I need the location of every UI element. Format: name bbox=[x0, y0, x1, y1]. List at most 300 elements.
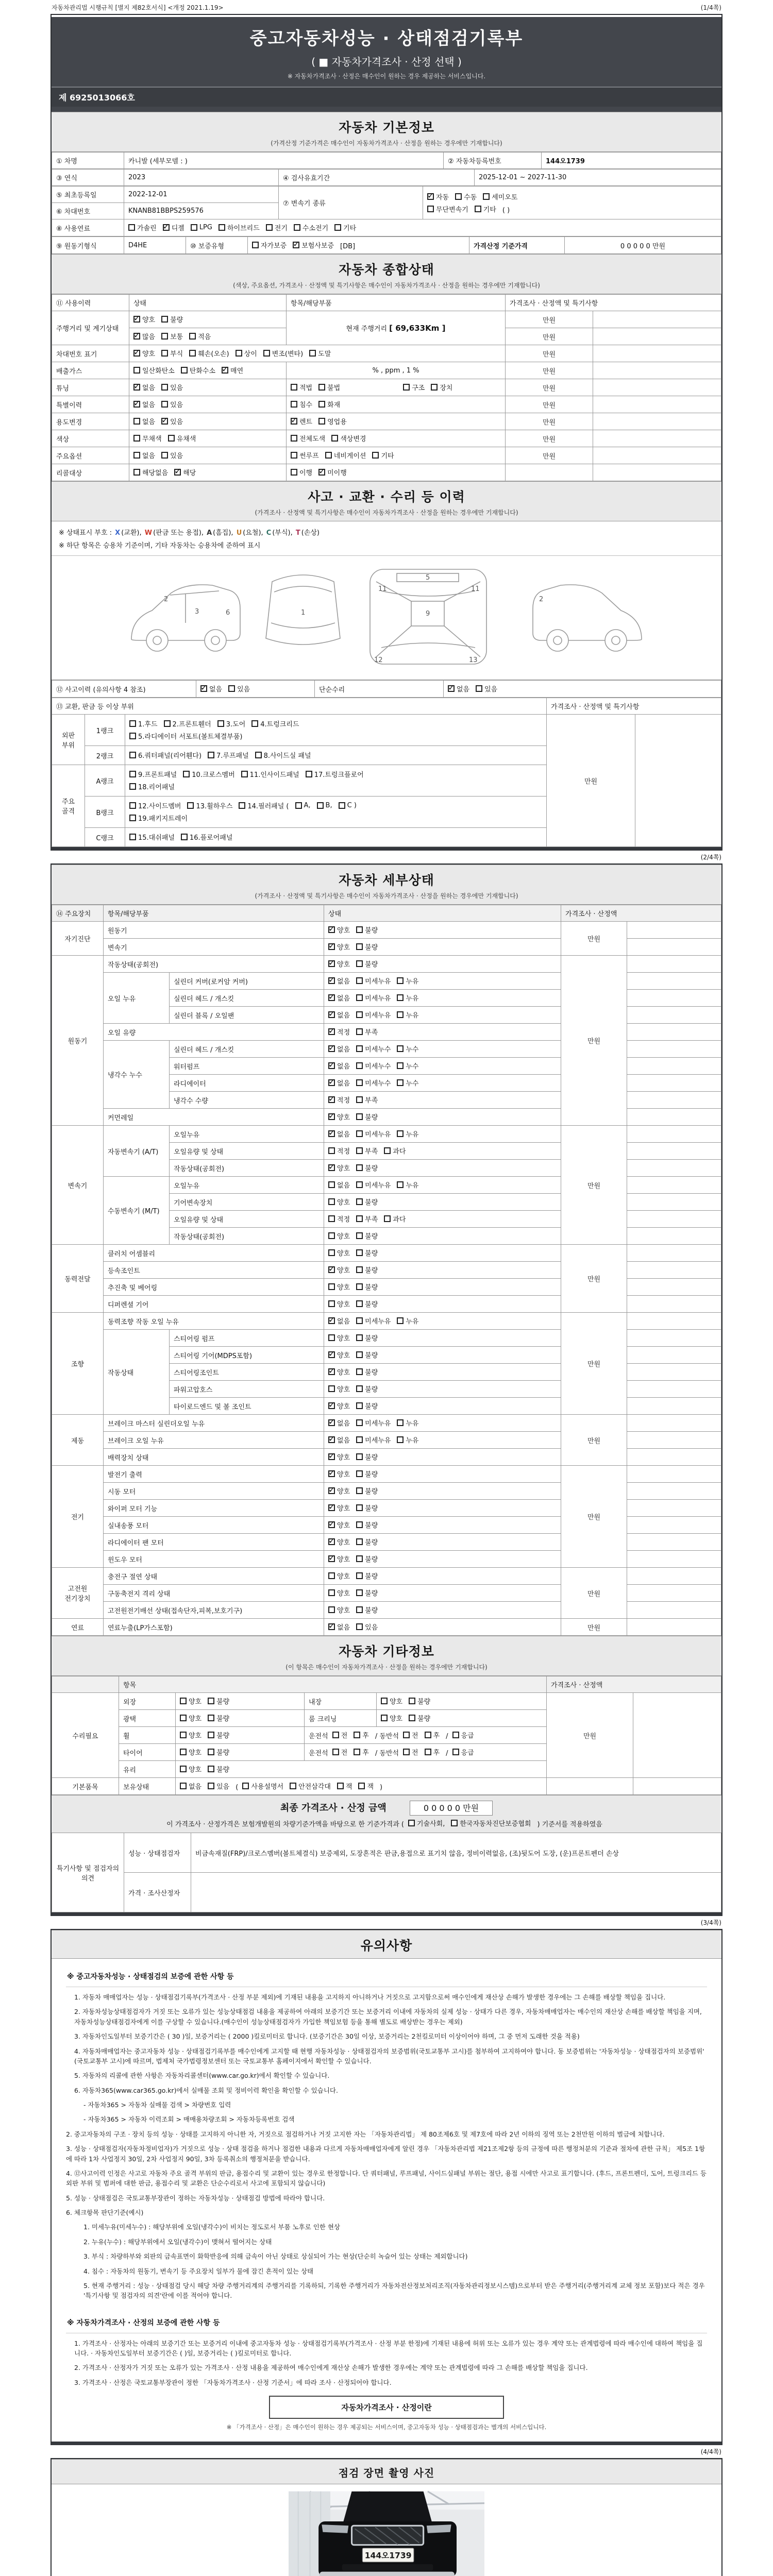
item-label: 오일 유량 bbox=[104, 1024, 324, 1041]
rank-parts bbox=[125, 796, 547, 828]
checked-box-icon bbox=[133, 333, 140, 340]
svg-text:11: 11 bbox=[471, 585, 480, 593]
unchecked-box-icon bbox=[252, 242, 259, 248]
unchecked-box-icon bbox=[356, 1045, 363, 1052]
status-options bbox=[324, 1143, 561, 1160]
wheel-options bbox=[176, 1727, 305, 1744]
checkbox-불량 bbox=[208, 1730, 229, 1740]
status-options bbox=[324, 1075, 561, 1092]
checkbox-없음 bbox=[328, 1418, 350, 1428]
checkbox-3.도어 bbox=[217, 719, 246, 728]
checkbox-label: 18.리어패널 bbox=[138, 784, 175, 791]
checkbox-적정 bbox=[328, 1214, 350, 1224]
checkbox-label: 7.루프패널 bbox=[216, 752, 249, 760]
notice-paragraph: - 자동차365 > 자동차 이력조회 > 매매용차량조회 > 자동차등록번호 검색 bbox=[83, 2115, 295, 2124]
checkbox-label: 많음 bbox=[142, 333, 156, 341]
checkbox-label: 불량 bbox=[365, 1301, 378, 1309]
notice-paragraph: 3. 부식 : 차량하부와 외판의 금속표면이 화학반응에 의해 금속이 아닌 상태로 상실되어 가는 현상(단순히 녹슬어 있는 상태는 제외합니다) bbox=[83, 2252, 468, 2261]
page-marker-2: (2/4쪽) bbox=[700, 854, 721, 861]
checked-box-icon bbox=[163, 224, 170, 231]
checkbox-불량 bbox=[208, 1696, 229, 1706]
status-options bbox=[324, 1347, 561, 1364]
checkbox-label: 없음 bbox=[337, 1437, 350, 1445]
checkbox-사용설명서 bbox=[242, 1781, 283, 1791]
checkbox-양호 bbox=[328, 1469, 350, 1479]
checkbox-없음 bbox=[328, 1622, 350, 1632]
checkbox-양호 bbox=[328, 1588, 350, 1598]
unchecked-box-icon bbox=[161, 316, 168, 323]
exchange-area-table bbox=[52, 698, 721, 847]
wheel-position-options bbox=[305, 1727, 547, 1744]
option-text: ( ) bbox=[502, 206, 510, 214]
checkbox-디젤 bbox=[163, 223, 184, 232]
notice-s1-list bbox=[74, 1992, 707, 2095]
checkbox-양호 bbox=[180, 1713, 201, 1723]
checkbox-label: 응급 bbox=[461, 1732, 474, 1740]
note-cell bbox=[593, 396, 721, 413]
checkbox-label: 무단변속기 bbox=[436, 206, 468, 214]
status-options bbox=[324, 1279, 561, 1296]
exterior-label: 외장 bbox=[119, 1693, 176, 1710]
notice-paragraph: 5. 성능 · 상태점검은 국토교통부장관이 정하는 자동차성능 · 상태점검 방법에 따라야 합니다. bbox=[66, 2194, 325, 2202]
price-cell: 만원 bbox=[506, 413, 593, 430]
checkbox-양호 bbox=[328, 959, 350, 969]
unchecked-box-icon bbox=[332, 1749, 339, 1755]
unchecked-box-icon bbox=[328, 1300, 335, 1307]
note-cell bbox=[627, 1109, 721, 1126]
notice-paragraph: 4. 침수 : 자동차의 원동기, 변속기 등 주요장치 일부가 물에 잠긴 흔적이 있는 상태 bbox=[83, 2267, 314, 2275]
car-name-value: 카니발 (세부모델 : ) bbox=[124, 152, 444, 169]
unchecked-box-icon bbox=[356, 977, 363, 984]
current-mileage-value: [ 69,633Km ] bbox=[389, 324, 446, 333]
note-cell bbox=[627, 1381, 721, 1398]
unchecked-box-icon bbox=[208, 1766, 214, 1772]
basic-items-label: 기본품목 bbox=[52, 1778, 119, 1795]
checkbox-후 bbox=[425, 1747, 440, 1757]
checkbox-잭 bbox=[337, 1781, 352, 1791]
checkbox-label: 하이브리드 bbox=[227, 225, 260, 232]
checkbox-label: 없음 bbox=[142, 401, 156, 409]
checkbox-불량 bbox=[356, 1350, 378, 1360]
checkbox-7.루프패널 bbox=[208, 750, 249, 760]
service-note: ※ 자동차가격조사 · 산정은 매수인이 원하는 경우 제공하는 서비스입니다. bbox=[287, 73, 486, 80]
checkbox-label: 불량 bbox=[365, 944, 378, 952]
item-label: 등속조인트 bbox=[104, 1262, 324, 1279]
item-label: 연료누출(LP가스포함) bbox=[104, 1619, 324, 1636]
basic-info-table-2 bbox=[52, 169, 721, 186]
status-options bbox=[324, 1262, 561, 1279]
checkbox-가솔린 bbox=[128, 223, 157, 232]
status-symbol-label: (손상) bbox=[301, 529, 320, 537]
checked-box-icon bbox=[328, 1487, 335, 1494]
unchecked-box-icon bbox=[356, 1283, 363, 1290]
unchecked-box-icon bbox=[328, 1572, 335, 1579]
checkbox-누유 bbox=[397, 1435, 418, 1445]
unchecked-box-icon bbox=[397, 994, 404, 1001]
basic-info-table bbox=[52, 152, 721, 169]
interior-options bbox=[377, 1693, 547, 1710]
checkbox-미이행 bbox=[318, 467, 347, 477]
checkbox-label: 양호 bbox=[337, 1250, 350, 1258]
checkbox-자동 bbox=[427, 192, 449, 201]
note-cell bbox=[627, 1126, 721, 1143]
checkbox-label: 수소전기 bbox=[302, 225, 329, 232]
checkbox-불량 bbox=[356, 1197, 378, 1207]
unchecked-box-icon bbox=[228, 685, 235, 692]
sub-group-label: 수동변속기 (M/T) bbox=[104, 1177, 170, 1245]
checkbox-불량 bbox=[356, 959, 378, 969]
checkbox-label: 양호 bbox=[337, 1199, 350, 1207]
notice-paragraph: 3. 성능 · 상태점검자(자동차정비업자)가 거짓으로 성능 · 상태 점검을 하거나 점검한 내용과 다르게 자동차매매업자에게 알린 경우 「자동차관리법 제21조제2항 등의 규정에 따른 행정처분의 기준과 절차에 관한 규칙」 제5조 1항에 따라 1차 사업정지 30일, 2차 사업정지 90일, 3차 등록취소의 행정처분을 받습니다. bbox=[66, 2145, 705, 2163]
first-reg-value: 2022-12-01 bbox=[124, 187, 279, 203]
checkbox-해당없음 bbox=[133, 467, 168, 477]
svg-text:6: 6 bbox=[226, 609, 230, 617]
checkbox-label: 양호 bbox=[337, 1454, 350, 1462]
status-options bbox=[324, 1619, 561, 1636]
simple-repair-label: 단순수리 bbox=[315, 681, 444, 698]
checkbox-label: 불법 bbox=[327, 384, 341, 392]
unchecked-box-icon bbox=[328, 1385, 335, 1392]
checkbox-label: 디젤 bbox=[171, 225, 184, 232]
unchecked-box-icon bbox=[356, 1504, 363, 1511]
checkbox-양호 bbox=[180, 1764, 201, 1774]
page-4 bbox=[51, 2458, 722, 2576]
checkbox-2.프론트휀더 bbox=[164, 719, 211, 728]
note-cell bbox=[627, 1245, 721, 1262]
notice-paragraph: 6. 체크항목 판단기준(예시) bbox=[66, 2209, 144, 2216]
car-damage-diagram bbox=[52, 556, 721, 680]
engine-type-label: ⑨ 원동기형식 bbox=[52, 237, 124, 254]
unchecked-box-icon bbox=[208, 1783, 214, 1789]
state-head: 상태 bbox=[324, 905, 561, 922]
option-text: [DB] bbox=[340, 243, 356, 250]
polish-options bbox=[176, 1710, 305, 1727]
holding-state-label: 보유상태 bbox=[119, 1778, 176, 1795]
checkbox-label: 양호 bbox=[337, 1403, 350, 1411]
note-cell bbox=[627, 973, 721, 990]
checkbox-label: 누유 bbox=[406, 1012, 419, 1020]
unchecked-box-icon bbox=[356, 1232, 363, 1239]
price-cell: 만원 bbox=[547, 1693, 633, 1778]
final-price-label: 최종 가격조사 · 산정 금액 bbox=[280, 1803, 386, 1814]
unchecked-box-icon bbox=[451, 1820, 458, 1826]
status-options bbox=[324, 1041, 561, 1058]
checkbox-label: 불량 bbox=[365, 927, 378, 935]
rank-parts bbox=[125, 715, 547, 746]
checkbox-없음 bbox=[328, 976, 350, 986]
section-accident-header bbox=[52, 481, 721, 521]
checkbox-19.패키지트레이 bbox=[129, 813, 188, 823]
checkbox-하이브리드 bbox=[219, 223, 260, 232]
unchecked-box-icon bbox=[328, 1181, 335, 1188]
status-options bbox=[324, 1313, 561, 1330]
unchecked-box-icon bbox=[133, 435, 140, 442]
checkbox-label: 양호 bbox=[337, 944, 350, 952]
checkbox-불량 bbox=[356, 925, 378, 935]
transmission-options-line2 bbox=[427, 203, 717, 215]
option-text: 이 가격조사 · 산정가격은 보험개발원의 차량기준가액을 바탕으로 한 기준가격과 ( bbox=[166, 1821, 404, 1828]
checked-box-icon bbox=[448, 685, 455, 692]
checkbox-label: 해당 bbox=[183, 469, 196, 477]
page-marker-1: (1/4쪽) bbox=[700, 4, 721, 11]
checkbox-label: 양호 bbox=[337, 1165, 350, 1173]
checkbox-불량 bbox=[356, 1163, 378, 1173]
rank-parts-line bbox=[129, 718, 542, 730]
note-cell bbox=[593, 311, 721, 328]
checkbox-없음 bbox=[328, 993, 350, 1003]
unchecked-box-icon bbox=[161, 350, 168, 357]
checkbox-기술사회, bbox=[408, 1818, 445, 1828]
unchecked-box-icon bbox=[219, 224, 225, 231]
checkbox-label: 렌트 bbox=[299, 418, 313, 426]
checkbox-수동 bbox=[455, 192, 477, 201]
polish-label: 광택 bbox=[119, 1710, 176, 1727]
unchecked-box-icon bbox=[356, 1028, 363, 1035]
checkbox-label: 전 bbox=[341, 1732, 348, 1740]
checkbox-4.트렁크리드 bbox=[251, 719, 299, 728]
checkbox-양호 bbox=[328, 925, 350, 935]
note-cell bbox=[627, 1313, 721, 1330]
checkbox-label: 불량 bbox=[365, 1590, 378, 1598]
checkbox-label: 네비게이션 bbox=[333, 452, 366, 460]
unchecked-box-icon bbox=[476, 685, 482, 692]
item-label: 스티어링조인트 bbox=[170, 1364, 324, 1381]
wheel-label: 휠 bbox=[119, 1727, 176, 1744]
checkbox-미세누유 bbox=[356, 1435, 391, 1445]
unchecked-box-icon bbox=[356, 1470, 363, 1477]
svg-text:13: 13 bbox=[469, 656, 478, 664]
checkbox-label: 적법 bbox=[299, 384, 313, 392]
checkbox-label: 양호 bbox=[337, 1335, 350, 1343]
checkbox-후 bbox=[354, 1747, 369, 1757]
unchecked-box-icon bbox=[129, 834, 136, 840]
checkbox-불량 bbox=[356, 1282, 378, 1292]
unchecked-box-icon bbox=[208, 1732, 214, 1738]
checkbox-label: 불량 bbox=[365, 1352, 378, 1360]
unchecked-box-icon bbox=[208, 1749, 214, 1755]
item-label: 동력조향 작동 오일 누유 bbox=[104, 1313, 324, 1330]
checkbox-label: 전체도색 bbox=[299, 435, 326, 443]
section-overall-header bbox=[52, 254, 721, 294]
unchecked-box-icon bbox=[397, 1011, 404, 1018]
checkbox-label: 4.트렁크리드 bbox=[260, 721, 299, 728]
checked-box-icon bbox=[174, 469, 181, 476]
section-photos-header bbox=[52, 2459, 721, 2484]
note-cell bbox=[627, 1211, 721, 1228]
notice-paragraph: 3. 가격조사 · 산정은 국토교통부장관이 정한 「자동차가격조사 · 산정 기준서」에 따라 조사 · 산정되어야 합니다. bbox=[74, 2378, 392, 2386]
status-options bbox=[324, 1194, 561, 1211]
glass-label: 유리 bbox=[119, 1761, 176, 1778]
status-options bbox=[324, 1160, 561, 1177]
item-label: 브레이크 마스터 실린더오일 누유 bbox=[104, 1415, 324, 1432]
checked-box-icon bbox=[328, 926, 335, 933]
usage-history-head: ⑪ 사용이력 bbox=[52, 295, 129, 311]
checkbox-label: 17.트렁크플로어 bbox=[314, 771, 364, 779]
unchecked-box-icon bbox=[356, 1351, 363, 1358]
item-label: 실린더 블록 / 오일팬 bbox=[170, 1007, 324, 1024]
glass-options bbox=[176, 1761, 547, 1778]
checked-box-icon bbox=[328, 977, 335, 984]
unchecked-box-icon bbox=[133, 469, 140, 476]
item-label: 발전기 출력 bbox=[104, 1466, 324, 1483]
checkbox-적정 bbox=[328, 1095, 350, 1105]
checkbox-전체도색 bbox=[291, 433, 325, 443]
tire-position-options bbox=[305, 1744, 547, 1761]
checkbox-label: 일산화탄소 bbox=[142, 367, 175, 375]
opinion-table bbox=[52, 1833, 721, 1912]
note-cell bbox=[627, 1075, 721, 1092]
color-options bbox=[129, 430, 287, 447]
current-mileage bbox=[287, 311, 506, 345]
item-label: 스티어링 기어(MDPS포함) bbox=[170, 1347, 324, 1364]
checkbox-1.후드 bbox=[129, 719, 158, 728]
checkbox-없음 bbox=[448, 684, 469, 693]
status-options bbox=[324, 1126, 561, 1143]
note-cell bbox=[627, 1347, 721, 1364]
notice-outer-list bbox=[66, 2129, 707, 2218]
checkbox-label: 전 bbox=[341, 1749, 348, 1757]
notice-paragraph: 4. 자동차매매업자는 중고자동차 성능 · 상태점검기록부를 매수인에게 고지할 때 현행 자동차성능 · 상태점검자의 보증범위(국토교통부 고시)를 첨부하여 고지하여야 합니다. 동 보증범위는 '자동차성능 · 상태점검자의 보증범위' (국토교통부 고시)에 따르며, 법제처 국가법령정보센터 또는 국토교통부 홈페이지에서 확인할 수 있습니다. bbox=[74, 2047, 704, 2065]
checkbox-보통 bbox=[161, 331, 183, 341]
status-options bbox=[324, 939, 561, 956]
checkbox-양호 bbox=[180, 1696, 201, 1706]
checkbox-적법 bbox=[291, 382, 312, 392]
tuning-parts-options bbox=[287, 379, 506, 396]
unchecked-box-icon bbox=[291, 469, 297, 476]
note-cell bbox=[627, 1602, 721, 1619]
unchecked-box-icon bbox=[403, 1749, 410, 1755]
checkbox-불량 bbox=[356, 1112, 378, 1122]
status-symbol-U: U bbox=[236, 529, 242, 537]
status-symbol-A: A bbox=[207, 529, 212, 537]
checkbox-불량 bbox=[356, 1401, 378, 1411]
checked-box-icon bbox=[328, 1045, 335, 1052]
checkbox-label: 전 bbox=[412, 1749, 418, 1757]
blank-head bbox=[52, 1676, 119, 1693]
checkbox-label: 미이행 bbox=[327, 469, 347, 477]
unchecked-box-icon bbox=[217, 720, 224, 727]
price-cell: 만원 bbox=[506, 311, 593, 328]
checkbox-변조(변타) bbox=[263, 348, 303, 358]
overall-state-table bbox=[52, 294, 721, 481]
checkbox-누유 bbox=[397, 1418, 418, 1428]
unchecked-box-icon bbox=[328, 1283, 335, 1290]
item-label: 고전원전기배선 상태(접속단자,피복,보호기구) bbox=[104, 1602, 324, 1619]
note-cell bbox=[627, 1432, 721, 1449]
unchecked-box-icon bbox=[372, 452, 379, 459]
checkbox-양호 bbox=[328, 1452, 350, 1462]
unchecked-box-icon bbox=[356, 1198, 363, 1205]
status-options bbox=[324, 1211, 561, 1228]
checkbox-label: 후 bbox=[362, 1749, 369, 1757]
unchecked-box-icon bbox=[356, 1164, 363, 1171]
checkbox-label: 양호 bbox=[390, 1715, 403, 1723]
section-note: (가격산정 기준가격은 매수인이 자동차가격조사 · 산정을 원하는 경우에만 기재합니다) bbox=[271, 140, 502, 147]
checkbox-양호 bbox=[328, 1367, 350, 1377]
item-label: 커먼레일 bbox=[104, 1109, 324, 1126]
price-cell: 만원 bbox=[561, 1415, 627, 1466]
unchecked-box-icon bbox=[356, 1589, 363, 1596]
note-cell bbox=[633, 1693, 721, 1778]
checkbox-전 bbox=[332, 1747, 348, 1757]
unchecked-box-icon bbox=[455, 193, 462, 200]
rank-label: C랭크 bbox=[85, 828, 125, 847]
checkbox-미세누유 bbox=[356, 976, 391, 986]
unchecked-box-icon bbox=[356, 926, 363, 933]
checkbox-label: 색상변경 bbox=[340, 435, 366, 443]
checkbox-응급 bbox=[452, 1747, 474, 1757]
base-price-label: 가격산정 기준가격 bbox=[469, 237, 565, 254]
item-label: 실린더 헤드 / 개스킷 bbox=[170, 1041, 324, 1058]
checkbox-6.쿼터패널(리어휀다) bbox=[129, 750, 201, 760]
checkbox-label: 미세누수 bbox=[365, 1063, 391, 1071]
checkbox-있음 bbox=[476, 684, 497, 693]
note-cell bbox=[635, 715, 721, 847]
unchecked-box-icon bbox=[356, 1130, 363, 1137]
mileage-label: 주행거리 및 계기상태 bbox=[52, 311, 129, 345]
checkbox-label: 적정 bbox=[337, 1216, 350, 1224]
unchecked-box-icon bbox=[332, 1732, 339, 1738]
checkbox-label: 15.대쉬패널 bbox=[138, 834, 175, 842]
unchecked-box-icon bbox=[189, 333, 196, 340]
notice-paragraph: 2. 자동차성능상태점검자가 거짓 또는 오류가 있는 성능상태점검 내용을 제공하여 아래의 보증기간 또는 보증거리 이내에 자동차의 실제 성능 · 상태가 다른 경우, 자동차매매업자는 매수인의 재산상 손해를 배상할 책임을 지며, 자동차성능상태점검자에게 이를 구상할 수 있습니다.(매수인이 성능상태점검자가 가입한 책임보험 등을 통해 별도로 배상받는 경우는 제외) bbox=[74, 2008, 702, 2026]
checkbox-label: 불량 bbox=[365, 1488, 378, 1496]
notice-s2-head: ※ 자동차가격조사 · 산정의 보증에 관한 사항 등 bbox=[66, 2312, 707, 2333]
status-options bbox=[324, 1398, 561, 1415]
checkbox-불량 bbox=[356, 1452, 378, 1462]
unchecked-box-icon bbox=[236, 350, 242, 357]
checkbox-label: 불량 bbox=[365, 1539, 378, 1547]
sub-group-label: 오일 누유 bbox=[104, 973, 170, 1024]
tire-options bbox=[176, 1744, 305, 1761]
page-3 bbox=[51, 1929, 722, 2445]
checked-box-icon bbox=[328, 1453, 335, 1460]
price-head: 가격조사 · 산정액 bbox=[547, 1676, 721, 1693]
note-cell bbox=[593, 430, 721, 447]
note-cell bbox=[593, 413, 721, 430]
checkbox-양호 bbox=[328, 1265, 350, 1275]
checkbox-12.사이드멤버 bbox=[129, 801, 181, 810]
unchecked-box-icon bbox=[397, 1062, 404, 1069]
checkbox-label: 불량 bbox=[365, 1505, 378, 1513]
checkbox-label: 없음 bbox=[457, 686, 470, 693]
checkbox-적정 bbox=[328, 1146, 350, 1156]
unchecked-box-icon bbox=[339, 802, 345, 809]
section-title: 자동차 기본정보 bbox=[339, 120, 434, 135]
checkbox-미세누유 bbox=[356, 1316, 391, 1326]
checkbox-label: 불량 bbox=[216, 1698, 230, 1706]
checkbox-부족 bbox=[356, 1146, 378, 1156]
checkbox-양호 bbox=[328, 1520, 350, 1530]
checked-box-icon bbox=[133, 401, 140, 408]
checkbox-label: 양호 bbox=[189, 1698, 202, 1706]
unchecked-box-icon bbox=[328, 1606, 335, 1613]
checkbox-label: 양호 bbox=[337, 1539, 350, 1547]
transmission-label: ⑦ 변속기 종류 bbox=[279, 187, 423, 219]
checkbox-기타 bbox=[372, 450, 394, 460]
checkbox-label: 불량 bbox=[216, 1766, 230, 1774]
checked-box-icon bbox=[328, 1164, 335, 1171]
room-cleaning-label: 룸 크리닝 bbox=[305, 1710, 377, 1727]
checkbox-label: 1.후드 bbox=[138, 721, 158, 728]
checkbox-없음 bbox=[133, 416, 155, 426]
unchecked-box-icon bbox=[356, 1453, 363, 1460]
checkbox-누유 bbox=[397, 1180, 418, 1190]
checkbox-label: 기타 bbox=[483, 206, 496, 214]
unchecked-box-icon bbox=[242, 1783, 249, 1789]
unchecked-box-icon bbox=[295, 802, 302, 809]
status-options bbox=[324, 922, 561, 939]
